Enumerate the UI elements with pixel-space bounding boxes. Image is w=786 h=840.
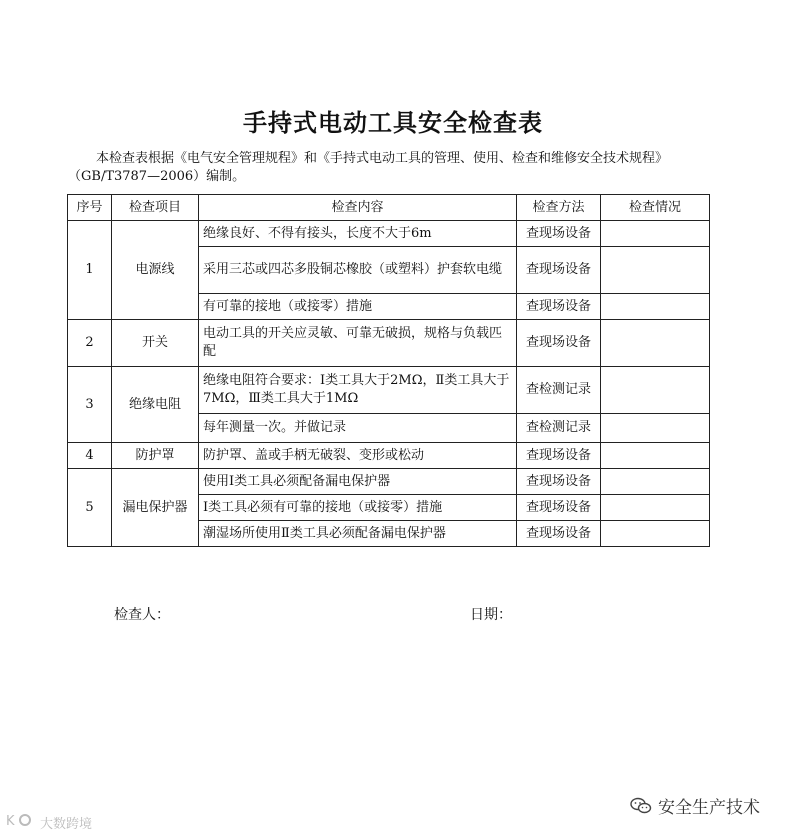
table-row — [68, 221, 710, 247]
check-method: 查现场设备 — [517, 294, 601, 320]
check-content: 防护罩、盖或手柄无破裂、变形或松动 — [199, 443, 517, 469]
check-result — [601, 469, 710, 495]
check-method: 查现场设备 — [517, 469, 601, 495]
watermark-right-text: 安全生产技术 — [658, 798, 760, 818]
check-content: 潮湿场所使用Ⅱ类工具必须配备漏电保护器 — [199, 521, 517, 547]
check-method: 查检测记录 — [517, 414, 601, 443]
header-cell: 序号 — [68, 195, 112, 221]
watermark-left-text: 大数跨境 — [40, 816, 93, 832]
check-content: 每年测量一次。并做记录 — [199, 414, 517, 443]
check-method: 查现场设备 — [517, 443, 601, 469]
check-result — [601, 495, 710, 521]
check-method: 查现场设备 — [517, 221, 601, 247]
check-result — [601, 221, 710, 247]
check-method: 查检测记录 — [517, 367, 601, 414]
check-content: 采用三芯或四芯多股铜芯橡胶（或塑料）护套软电缆 — [199, 247, 517, 294]
row-number: 1 — [68, 221, 112, 320]
check-result — [601, 367, 710, 414]
check-content: 有可靠的接地（或接零）措施 — [199, 294, 517, 320]
inspector-label: 检查人： — [114, 607, 170, 623]
check-content: 使用Ⅰ类工具必须配备漏电保护器 — [199, 469, 517, 495]
check-item: 开关 — [112, 320, 199, 367]
check-result — [601, 521, 710, 547]
wechat-icon — [630, 797, 652, 815]
table-row — [68, 443, 710, 469]
intro-paragraph: 本检查表根据《电气安全管理规程》和《手持式电动工具的管理、使用、检查和维修安全技术规程》（GB/T3787—2006）编制。 — [68, 151, 669, 184]
row-number: 2 — [68, 320, 112, 367]
row-number: 3 — [68, 367, 112, 443]
check-item: 绝缘电阻 — [112, 367, 199, 443]
watermark-left — [6, 812, 92, 832]
header-cell: 检查项目 — [112, 195, 199, 221]
check-item: 漏电保护器 — [112, 469, 199, 547]
check-result — [601, 247, 710, 294]
page-title: 手持式电动工具安全检查表 — [243, 109, 543, 137]
check-method: 查现场设备 — [517, 495, 601, 521]
date-label: 日期： — [470, 607, 512, 623]
header-cell: 检查方法 — [517, 195, 601, 221]
inspection-table — [67, 194, 710, 547]
row-number: 4 — [68, 443, 112, 469]
check-item: 防护罩 — [112, 443, 199, 469]
check-result — [601, 320, 710, 367]
check-content: 绝缘良好、不得有接头，长度不大于6m — [199, 221, 517, 247]
svg-text:K: K — [6, 814, 15, 828]
table-row — [68, 469, 710, 495]
header-cell: 检查情况 — [601, 195, 710, 221]
check-result — [601, 414, 710, 443]
brand-logo-icon — [6, 812, 36, 832]
watermark-right — [630, 793, 760, 818]
table-row — [68, 367, 710, 414]
table-row — [68, 320, 710, 367]
header-cell: 检查内容 — [199, 195, 517, 221]
check-item: 电源线 — [112, 221, 199, 320]
check-method: 查现场设备 — [517, 320, 601, 367]
check-content: 绝缘电阻符合要求：Ⅰ类工具大于2MΩ，Ⅱ类工具大于7MΩ，Ⅲ类工具大于1MΩ — [199, 367, 517, 414]
row-number: 5 — [68, 469, 112, 547]
check-method: 查现场设备 — [517, 247, 601, 294]
check-result — [601, 294, 710, 320]
check-content: Ⅰ类工具必须有可靠的接地（或接零）措施 — [199, 495, 517, 521]
check-content: 电动工具的开关应灵敏、可靠无破损，规格与负载匹配 — [199, 320, 517, 367]
table-header-row — [68, 195, 710, 221]
check-method: 查现场设备 — [517, 521, 601, 547]
check-result — [601, 443, 710, 469]
